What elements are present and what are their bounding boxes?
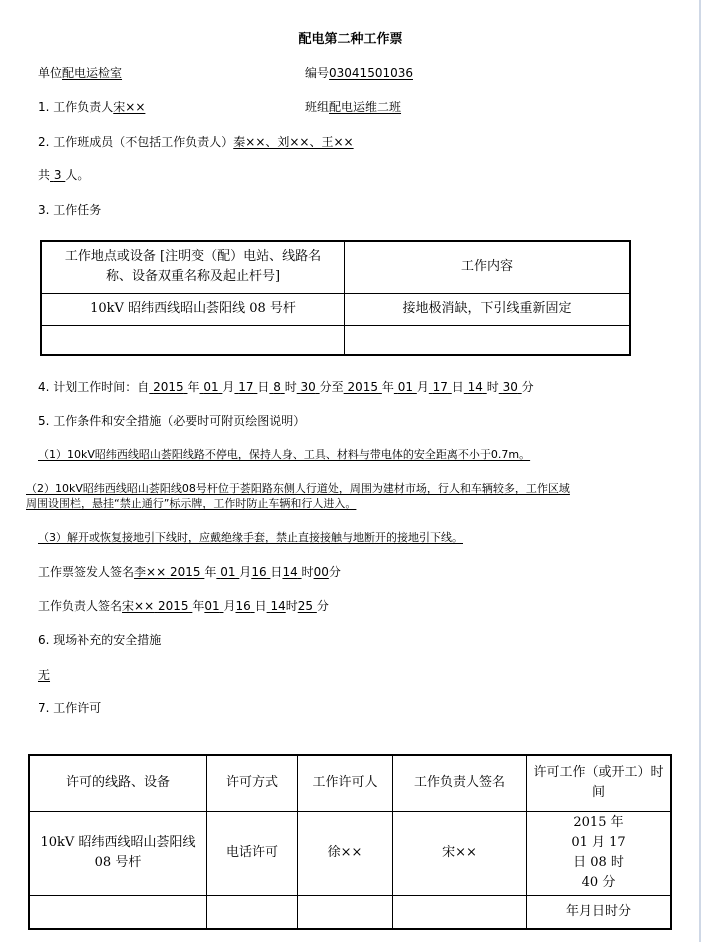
leader-sign-line: 工作负责人签名宋×× 2015 年01 月16 日 14时25 分 xyxy=(38,599,329,613)
unit-value: 配电运检室 xyxy=(62,66,123,80)
task-content-cell xyxy=(345,325,631,355)
measure-3: （3）解开或恢复接地引下线时，应戴绝缘手套，禁止直接接触与地断开的接地引下线。 xyxy=(38,531,463,544)
number-label: 编号 xyxy=(305,66,330,80)
permit-time-cell: 2015 年 01 月 17 日 08 时 40 分 xyxy=(527,811,672,895)
permit-line-cell xyxy=(29,895,207,929)
item1-value: 宋×× xyxy=(113,100,146,114)
leader-line xyxy=(38,100,145,114)
item2-label: 2. 工作班成员（不包括工作负责人） xyxy=(38,135,234,149)
unit-line xyxy=(38,66,122,80)
total-suffix: 人。 xyxy=(65,168,90,182)
permit-permitter-cell: 徐×× xyxy=(298,811,393,895)
task-header-row xyxy=(41,241,630,293)
permit-header-time: 许可工作（或开工）时间 xyxy=(527,755,672,811)
permit-header-permitter: 工作许可人 xyxy=(298,755,393,811)
permit-method-cell xyxy=(207,895,298,929)
table-row xyxy=(29,811,671,895)
team-label: 班组 xyxy=(305,100,330,114)
item6-heading: 6. 现场补充的安全措施 xyxy=(38,633,162,647)
plan-time-line: 4. 计划工作时间：自 2015 年 01 月 17 日 8 时 30 分至 2015 年 01 月 17 日 14 时 30 分 xyxy=(38,380,534,394)
task-table xyxy=(40,240,631,356)
table-row xyxy=(41,293,630,325)
task-content-cell: 接地极消缺，下引线重新固定 xyxy=(345,293,631,325)
issuer-line: 工作票签发人签名李×× 2015 年 01 月16 日14 时00分 xyxy=(38,565,341,579)
item7-heading: 7. 工作许可 xyxy=(38,701,102,715)
unit-label: 单位 xyxy=(38,66,63,80)
total-prefix: 共 xyxy=(38,168,51,182)
item3-heading: 3. 工作任务 xyxy=(38,203,102,217)
item6-value: 无 xyxy=(38,668,51,682)
permit-line-cell: 10kV 昭纬西线昭山荟阳线 08 号杆 xyxy=(29,811,207,895)
measure-2: （2）10kV昭纬西线昭山荟阳线08号杆位于荟阳路东侧人行道处，周围为建材市场，行人和车辆较多，工作区域 xyxy=(26,482,570,495)
permit-header-row xyxy=(29,755,671,811)
members-line xyxy=(38,135,354,149)
permit-time-cell: 年月日时分 xyxy=(527,895,672,929)
permit-leader-cell: 宋×× xyxy=(393,811,527,895)
number-line xyxy=(305,66,413,80)
total-line xyxy=(38,168,89,182)
item2-value: 秦××、刘××、王×× xyxy=(233,135,354,149)
item1-label: 1. 工作负责人 xyxy=(38,100,114,114)
page-title: 配电第二种工作票 xyxy=(298,32,403,47)
item5-heading: 5. 工作条件和安全措施（必要时可附页绘图说明） xyxy=(38,414,306,428)
permit-method-cell: 电话许可 xyxy=(207,811,298,895)
permit-permitter-cell xyxy=(298,895,393,929)
permit-header-leader: 工作负责人签名 xyxy=(393,755,527,811)
task-header-location: 工作地点或设备 [注明变（配）电站、线路名称、设备双重名称及起止杆号] xyxy=(41,241,345,293)
permit-leader-cell xyxy=(393,895,527,929)
team-line xyxy=(305,100,401,114)
task-header-content: 工作内容 xyxy=(345,241,631,293)
task-location-cell xyxy=(41,325,345,355)
table-row xyxy=(29,895,671,929)
measure-2-cont: 周围设围栏，悬挂“禁止通行”标示牌，工作时防止车辆和行人进入。 xyxy=(26,497,357,510)
permit-header-line: 许可的线路、设备 xyxy=(29,755,207,811)
total-value: 3 xyxy=(53,168,62,182)
team-value: 配电运维二班 xyxy=(329,100,402,114)
task-location-cell: 10kV 昭纬西线昭山荟阳线 08 号杆 xyxy=(41,293,345,325)
permit-header-method: 许可方式 xyxy=(207,755,298,811)
measure-1: （1）10kV昭纬西线昭山荟阳线路不停电，保持人身、工具、材料与带电体的安全距离不小于0.7m。 xyxy=(38,448,531,461)
permit-table xyxy=(28,754,672,930)
number-value: 03041501036 xyxy=(329,66,413,80)
table-row xyxy=(41,325,630,355)
